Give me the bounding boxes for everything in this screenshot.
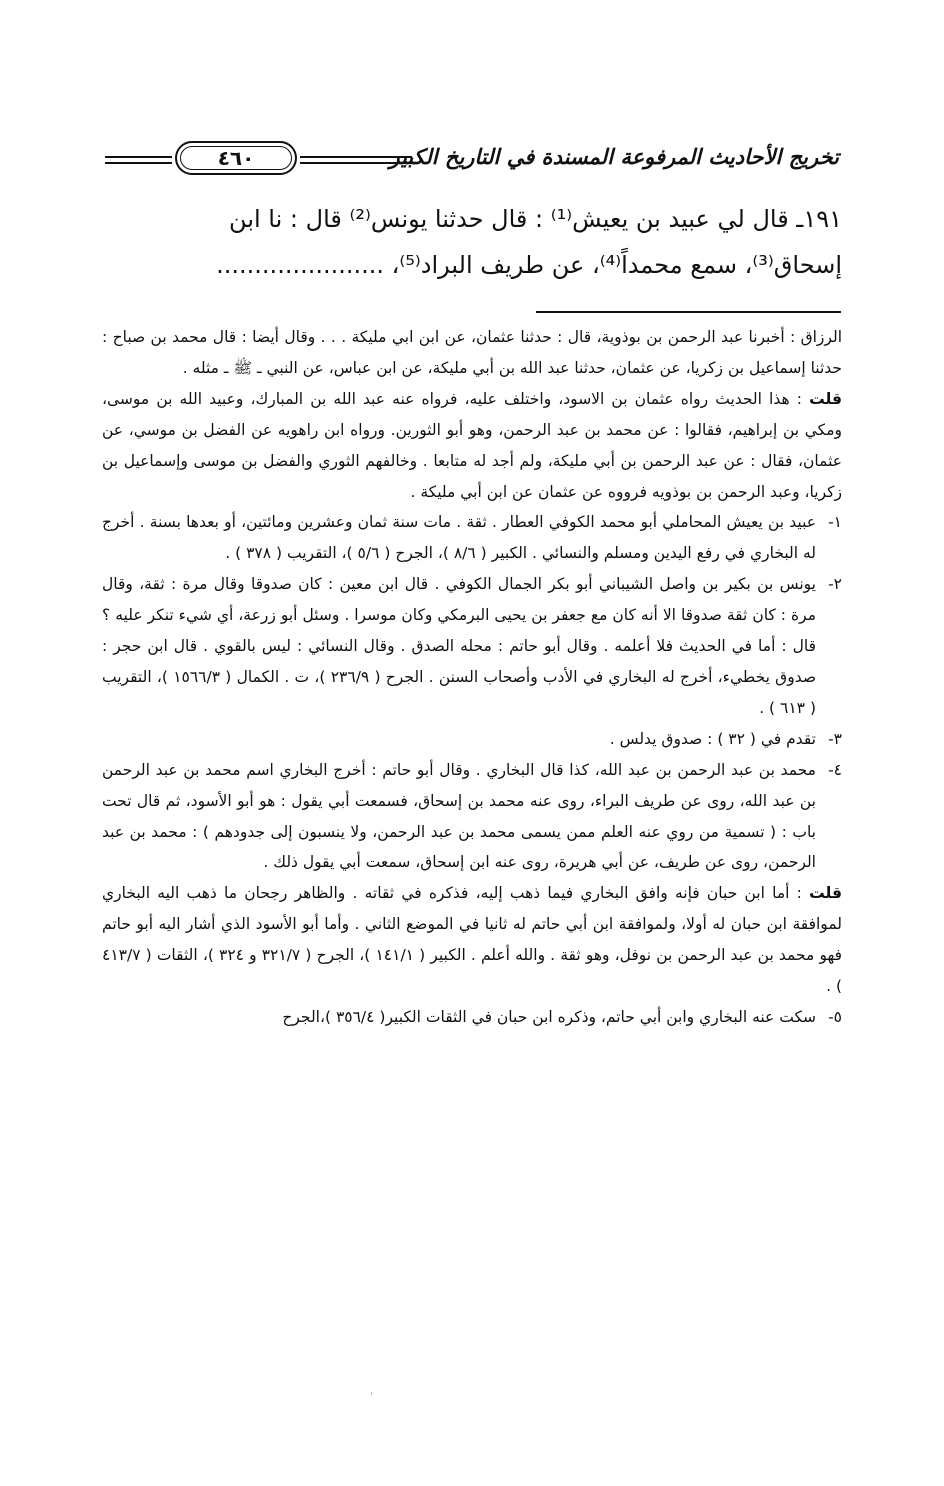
scan-speck bbox=[371, 1392, 372, 1395]
running-header bbox=[105, 138, 839, 184]
footnote-remark bbox=[102, 384, 842, 508]
footnote-number: ٢- bbox=[828, 575, 842, 594]
page-number: ٤٦٠ bbox=[217, 146, 255, 170]
hadith-line: ١٩١ـ قال لي عبيد بن يعيش⁽¹⁾ : قال حدثنا يونس⁽²⁾ قال : نا ابن bbox=[229, 205, 842, 233]
footnotes bbox=[102, 322, 842, 1033]
footnote-remark bbox=[102, 878, 842, 1002]
footnote-continuation: الرزاق : أخبرنا عبد الرحمن بن بوذوية، قال : حدثنا عثمان، عن ابن ابي مليكة . . . وقال أيضا : قال محمد بن صباح : حدثنا إسماعيل بن زكريا، عن عثمان، حدثنا عبد الله بن أبي مليكة، عن ابن عباس، عن النبي ـ ﷺ ـ مثله . bbox=[102, 328, 842, 377]
footnote-text: تقدم في ( ٣٢ ) : صدوق يدلس . bbox=[609, 729, 816, 748]
hadith-text bbox=[106, 196, 842, 288]
footnote-number: ٣- bbox=[828, 729, 842, 748]
footnote-item-1 bbox=[102, 507, 842, 569]
header-rule bbox=[105, 156, 172, 158]
hadith-line: إسحاق⁽³⁾، سمع محمداً⁽⁴⁾، عن طريف البراد⁽⁵⁾، ...................... bbox=[216, 251, 842, 279]
footnote-divider bbox=[536, 311, 841, 313]
remark-label: قلت bbox=[809, 884, 842, 903]
remark-text: : هذا الحديث رواه عثمان بن الاسود، واختلف عليه، فرواه عنه عبد الله بن المبارك، وعبيد الله بن موسى، ومكي بن إبراهيم، فقالوا : عن محمد بن عبد الرحمن، وهو أبو الثورين. ورواه ابن راهويه عن الفضل بن موسي، عن عثمان، فقال : عن عبد الرحمن بن أبي مليكة، ولم أجد له متابعا . وخالفهم الثوري والفضل بن موسى وإسماعيل بن زكريا، وعبد الرحمن بن بوذويه فرووه عن عثمان عن ابن أبي مليكة . bbox=[102, 389, 842, 501]
header-rule bbox=[105, 162, 172, 164]
footnote-text: يونس بن بكير بن واصل الشيباني أبو بكر الجمال الكوفي . قال ابن معين : كان صدوقا وقال مرة : ثقة، وقال مرة : كان ثقة صدوقا الا أنه كان مع جعفر بن يحيى البرمكي وكان موسرا . وسئل أبو زرعة، أي شيء تنكر عليه ؟ قال : أما في الحديث فلا أعلمه . وقال أبو حاتم : محله الصدق . وقال النسائي : ليس بالقوي . قال ابن حجر : صدوق يخطيء، أخرج له البخاري في الأدب وأصحاب السنن . الجرح ( ٢٣٦/٩ )، ت . الكمال ( ١٥٦٦/٣ )، التقريب ( ٦١٣ ) . bbox=[102, 575, 816, 717]
footnote-number: ٤- bbox=[828, 760, 842, 779]
footnote-item-4 bbox=[102, 755, 842, 879]
footnote-number: ٥- bbox=[828, 1007, 842, 1026]
remark-label: قلت bbox=[809, 389, 842, 408]
footnote-item-3 bbox=[102, 724, 842, 755]
footnote-text: سكت عنه البخاري وابن أبي حاتم، وذكره ابن حبان في الثقات الكبير( ٣٥٦/٤ )،الجرح bbox=[282, 1007, 816, 1026]
remark-text: : أما ابن حبان فإنه وافق البخاري فيما ذهب إليه، فذكره في ثقاته . والظاهر رجحان ما ذهب اليه البخاري لموافقة ابن حبان له أولا، ولموافقة ابن أبي حاتم له ثانيا في الموضع الثاني . وأما أبو الأسود الذي أشار اليه أبو حاتم فهو محمد بن عبد الرحمن بن نوفل، وهو ثقة . والله أعلم . الكبير ( ١٤١/١ )، الجرح ( ٣٢١/٧ و ٣٢٤ )، الثقات ( ٤١٣/٧ ) . bbox=[102, 884, 843, 996]
book-title: تخريج الأحاديث المرفوعة المسندة في التاريخ الكبير bbox=[389, 144, 839, 169]
footnote-number: ١- bbox=[828, 513, 842, 532]
footnote-item-5 bbox=[102, 1002, 842, 1033]
page-number-frame bbox=[175, 141, 297, 175]
footnote-text: عبيد بن يعيش المحاملي أبو محمد الكوفي العطار . ثقة . مات سنة ثمان وعشرين ومائتين، أو بعدها بسنة . أخرج له البخاري في رفع اليدين ومسلم والنسائي . الكبير ( ٨/٦ )، الجرح ( ٥/٦ )، التقريب ( ٣٧٨ ) . bbox=[102, 513, 816, 563]
footnote-text: محمد بن عبد الرحمن بن عبد الله، كذا قال البخاري . وقال أبو حاتم : أخرج البخاري اسم محمد بن عبد الرحمن بن عبد الله، روى عن طريف البراء، روى عنه محمد بن إسحاق، فسمعت أبي يقول : هو أبو الأسود، ثم قال تحت باب : ( تسمية من روي عنه العلم ممن يسمى محمد بن عبد الرحمن، ولا ينسبون إلى جدودهم ) : محمد بن عبد الرحمن، روى عن طريف، عن أبي هريرة، روى عنه ابن إسحاق، سمعت أبي يقول ذلك . bbox=[102, 760, 816, 872]
footnote-item-2 bbox=[102, 569, 842, 724]
